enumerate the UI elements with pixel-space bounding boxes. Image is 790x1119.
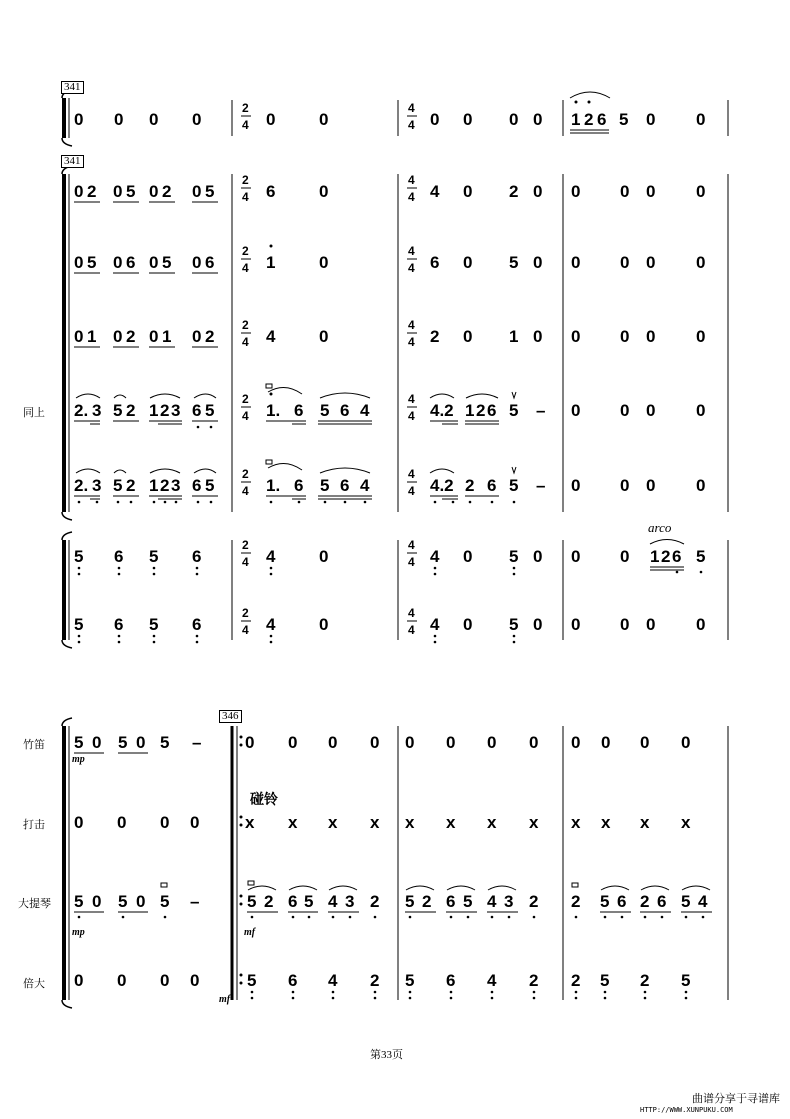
svg-text:6: 6 — [340, 401, 350, 420]
svg-text:6: 6 — [446, 892, 456, 911]
svg-text:4: 4 — [266, 547, 276, 566]
instrument-label-beida: 倍大 — [23, 978, 45, 990]
svg-text:6: 6 — [294, 476, 304, 495]
svg-text:5: 5 — [509, 401, 519, 420]
svg-text:2: 2 — [242, 101, 249, 115]
svg-text:0: 0 — [319, 110, 329, 129]
system1-row-e — [74, 460, 705, 503]
svg-text:2: 2 — [160, 476, 170, 495]
svg-text:4: 4 — [360, 476, 370, 495]
svg-text:2: 2 — [529, 892, 539, 911]
svg-text:5: 5 — [247, 971, 257, 990]
svg-text:2: 2 — [162, 182, 172, 201]
svg-text:6: 6 — [288, 892, 298, 911]
svg-text:4: 4 — [242, 484, 249, 498]
svg-text:2: 2 — [422, 892, 432, 911]
system2-zhudi — [72, 733, 690, 765]
svg-text:0: 0 — [463, 110, 473, 129]
svg-text:0: 0 — [114, 110, 124, 129]
svg-text:0: 0 — [149, 253, 159, 272]
svg-text:5: 5 — [247, 892, 257, 911]
svg-text:0: 0 — [696, 182, 706, 201]
svg-text:0: 0 — [74, 971, 84, 990]
svg-text:2: 2 — [370, 971, 380, 990]
svg-text:0: 0 — [463, 615, 473, 634]
svg-text:0: 0 — [646, 327, 656, 346]
svg-text:0: 0 — [113, 253, 123, 272]
svg-text:5: 5 — [405, 971, 415, 990]
svg-text:0: 0 — [529, 733, 539, 752]
svg-text:4.2: 4.2 — [430, 476, 454, 495]
svg-text:5: 5 — [600, 971, 610, 990]
svg-text:0: 0 — [620, 547, 630, 566]
page-number: 第33页 — [370, 1049, 403, 1061]
svg-text:2: 2 — [242, 392, 249, 406]
svg-text:3: 3 — [171, 476, 181, 495]
svg-text:1.: 1. — [266, 476, 281, 495]
instrument-label-tongshang: 同上 — [23, 407, 45, 419]
svg-text:5: 5 — [160, 892, 170, 911]
svg-text:x: x — [571, 813, 581, 832]
svg-text:0: 0 — [646, 110, 656, 129]
svg-text:0: 0 — [620, 615, 630, 634]
svg-text:4: 4 — [408, 190, 415, 204]
rehearsal-mark-341: 341 — [61, 81, 84, 94]
svg-text:0: 0 — [640, 733, 650, 752]
svg-text:0: 0 — [571, 253, 581, 272]
svg-text:5: 5 — [149, 547, 159, 566]
watermark-text: 曲谱分享于寻谱库 — [692, 1092, 780, 1105]
svg-text:5: 5 — [320, 401, 330, 420]
svg-text:0: 0 — [620, 182, 630, 201]
svg-text:0: 0 — [319, 182, 329, 201]
svg-text:0: 0 — [463, 182, 473, 201]
svg-text:6: 6 — [487, 476, 497, 495]
svg-text:0: 0 — [117, 813, 127, 832]
svg-text:4: 4 — [408, 244, 415, 258]
svg-text:2: 2 — [160, 401, 170, 420]
svg-text:1: 1 — [149, 401, 159, 420]
svg-text:0: 0 — [487, 733, 497, 752]
svg-text:0: 0 — [190, 971, 200, 990]
svg-text:0: 0 — [646, 615, 656, 634]
svg-text:6: 6 — [114, 615, 124, 634]
svg-text:0: 0 — [571, 182, 581, 201]
svg-text:2: 2 — [571, 971, 581, 990]
svg-text:0: 0 — [288, 733, 298, 752]
svg-text:0: 0 — [696, 476, 706, 495]
svg-text:0: 0 — [136, 892, 146, 911]
svg-text:–: – — [536, 476, 546, 495]
svg-text:5: 5 — [149, 615, 159, 634]
svg-text:6: 6 — [487, 401, 497, 420]
svg-text:5: 5 — [74, 733, 84, 752]
svg-text:0: 0 — [192, 253, 202, 272]
svg-text:4: 4 — [408, 467, 415, 481]
svg-text:x: x — [370, 813, 380, 832]
svg-text:0: 0 — [646, 476, 656, 495]
svg-text:4: 4 — [430, 547, 440, 566]
instrument-label-daji: 打击 — [23, 819, 45, 831]
svg-text:2.: 2. — [74, 401, 89, 420]
svg-text:4: 4 — [487, 892, 497, 911]
svg-text:0: 0 — [149, 327, 159, 346]
svg-text:2: 2 — [661, 547, 671, 566]
svg-text:5: 5 — [205, 476, 215, 495]
svg-text:4.2: 4.2 — [430, 401, 454, 420]
svg-text:0: 0 — [696, 401, 706, 420]
svg-text:0: 0 — [571, 615, 581, 634]
svg-text:3: 3 — [92, 401, 102, 420]
svg-text:0: 0 — [245, 733, 255, 752]
svg-text:6: 6 — [126, 253, 136, 272]
svg-text:0: 0 — [113, 182, 123, 201]
svg-text:6: 6 — [597, 110, 607, 129]
svg-text:4: 4 — [408, 335, 415, 349]
svg-text:0: 0 — [620, 476, 630, 495]
svg-text:2: 2 — [87, 182, 97, 201]
svg-text:0: 0 — [646, 182, 656, 201]
svg-text:x: x — [487, 813, 497, 832]
system1-row-a — [74, 173, 705, 204]
svg-text:0: 0 — [266, 110, 276, 129]
svg-text:1: 1 — [162, 327, 172, 346]
svg-text:0: 0 — [509, 110, 519, 129]
svg-text:4: 4 — [408, 623, 415, 637]
svg-text:0: 0 — [601, 733, 611, 752]
instrument-label-datiqin: 大提琴 — [18, 898, 51, 910]
svg-text:6: 6 — [430, 253, 440, 272]
svg-text:5: 5 — [126, 182, 136, 201]
svg-text:0: 0 — [405, 733, 415, 752]
svg-text:5: 5 — [74, 547, 84, 566]
svg-text:6: 6 — [205, 253, 215, 272]
svg-text:4: 4 — [408, 392, 415, 406]
system1-row-c — [74, 318, 705, 349]
svg-text:–: – — [536, 401, 546, 420]
system2-datiqin — [72, 881, 712, 938]
svg-text:4: 4 — [430, 182, 440, 201]
svg-text:x: x — [328, 813, 338, 832]
svg-text:5: 5 — [118, 733, 128, 752]
arco-label: arco — [648, 520, 672, 535]
svg-text:0: 0 — [646, 401, 656, 420]
system2-bracket — [62, 718, 728, 1008]
system1-row-g — [74, 606, 705, 643]
svg-text:0: 0 — [74, 253, 84, 272]
svg-text:1.: 1. — [266, 401, 281, 420]
svg-text:6: 6 — [192, 401, 202, 420]
svg-text:2: 2 — [242, 606, 249, 620]
system1-row-b — [74, 244, 705, 275]
svg-text:0: 0 — [117, 971, 127, 990]
svg-text:2.: 2. — [74, 476, 89, 495]
svg-text:2: 2 — [242, 244, 249, 258]
svg-text:6: 6 — [657, 892, 667, 911]
svg-text:2: 2 — [476, 401, 486, 420]
svg-text:0: 0 — [533, 182, 543, 201]
system1-row-d — [74, 384, 705, 428]
svg-text:2: 2 — [242, 318, 249, 332]
svg-text:0: 0 — [136, 733, 146, 752]
svg-text:1: 1 — [266, 253, 276, 272]
svg-text:x: x — [681, 813, 691, 832]
svg-text:0: 0 — [571, 401, 581, 420]
svg-text:0: 0 — [92, 892, 102, 911]
svg-text:2: 2 — [430, 327, 440, 346]
svg-text:5: 5 — [205, 182, 215, 201]
svg-text:0: 0 — [463, 327, 473, 346]
svg-text:4: 4 — [242, 555, 249, 569]
svg-text:0: 0 — [370, 733, 380, 752]
svg-text:0: 0 — [463, 547, 473, 566]
svg-text:2: 2 — [509, 182, 519, 201]
svg-text:0: 0 — [533, 253, 543, 272]
svg-text:5: 5 — [320, 476, 330, 495]
system2-daji — [74, 791, 691, 832]
svg-text:5: 5 — [681, 971, 691, 990]
svg-text:4: 4 — [266, 615, 276, 634]
svg-text:0: 0 — [190, 813, 200, 832]
svg-text:4: 4 — [328, 971, 338, 990]
svg-text:x: x — [245, 813, 255, 832]
svg-text:0: 0 — [681, 733, 691, 752]
svg-text:0: 0 — [113, 327, 123, 346]
svg-text:0: 0 — [696, 253, 706, 272]
svg-text:0: 0 — [160, 971, 170, 990]
svg-text:4: 4 — [408, 538, 415, 552]
svg-text:x: x — [288, 813, 298, 832]
svg-text:2: 2 — [370, 892, 380, 911]
svg-text:4: 4 — [430, 615, 440, 634]
svg-text:4: 4 — [242, 261, 249, 275]
svg-text:0: 0 — [696, 615, 706, 634]
system1-row-f — [74, 520, 705, 575]
svg-text:4: 4 — [242, 409, 249, 423]
svg-text:0: 0 — [74, 327, 84, 346]
svg-text:6: 6 — [446, 971, 456, 990]
svg-text:4: 4 — [408, 484, 415, 498]
svg-text:2: 2 — [242, 538, 249, 552]
svg-text:5: 5 — [509, 615, 519, 634]
svg-text:0: 0 — [160, 813, 170, 832]
svg-text:2: 2 — [584, 110, 594, 129]
svg-text:4: 4 — [242, 623, 249, 637]
svg-text:5: 5 — [619, 110, 629, 129]
svg-text:2: 2 — [242, 173, 249, 187]
svg-text:0: 0 — [446, 733, 456, 752]
svg-text:0: 0 — [571, 476, 581, 495]
svg-text:6: 6 — [340, 476, 350, 495]
svg-text:2: 2 — [264, 892, 274, 911]
dynamic-mp: mp — [72, 754, 85, 765]
svg-text:0: 0 — [192, 182, 202, 201]
svg-text:5: 5 — [600, 892, 610, 911]
svg-text:3: 3 — [345, 892, 355, 911]
svg-text:6: 6 — [288, 971, 298, 990]
svg-text:5: 5 — [118, 892, 128, 911]
svg-text:2: 2 — [126, 401, 136, 420]
svg-text:–: – — [192, 733, 202, 752]
svg-text:0: 0 — [328, 733, 338, 752]
svg-text:5: 5 — [696, 547, 706, 566]
svg-text:4: 4 — [408, 555, 415, 569]
svg-text:6: 6 — [266, 182, 276, 201]
svg-text:4: 4 — [408, 261, 415, 275]
svg-text:0: 0 — [149, 110, 159, 129]
svg-text:1: 1 — [149, 476, 159, 495]
svg-text:x: x — [529, 813, 539, 832]
svg-text:0: 0 — [620, 327, 630, 346]
svg-text:3: 3 — [92, 476, 102, 495]
svg-text:5: 5 — [681, 892, 691, 911]
svg-text:3: 3 — [171, 401, 181, 420]
svg-text:6: 6 — [192, 615, 202, 634]
svg-text:0: 0 — [74, 110, 84, 129]
svg-text:0: 0 — [430, 110, 440, 129]
system1-top-bracket — [62, 90, 72, 146]
watermark-url: HTTP://WWW.XUNPUKU.COM — [640, 1106, 733, 1114]
instrument-label-zhudi: 竹笛 — [23, 739, 45, 751]
svg-text:4: 4 — [360, 401, 370, 420]
svg-text:6: 6 — [192, 476, 202, 495]
svg-text:2: 2 — [126, 327, 136, 346]
svg-text:–: – — [190, 892, 200, 911]
svg-text:1: 1 — [509, 327, 519, 346]
svg-text:4: 4 — [328, 892, 338, 911]
pengling-label: 碰铃 — [250, 792, 278, 808]
svg-text:4: 4 — [408, 409, 415, 423]
svg-text:2: 2 — [126, 476, 136, 495]
svg-text:1: 1 — [465, 401, 475, 420]
svg-text:0: 0 — [74, 813, 84, 832]
system1-top-staff — [74, 92, 705, 133]
svg-text:1: 1 — [87, 327, 97, 346]
svg-text:0: 0 — [149, 182, 159, 201]
svg-text:4: 4 — [408, 173, 415, 187]
svg-text:0: 0 — [319, 615, 329, 634]
svg-text:4: 4 — [408, 118, 415, 132]
svg-text:5: 5 — [509, 253, 519, 272]
svg-text:4: 4 — [408, 318, 415, 332]
svg-text:4: 4 — [698, 892, 708, 911]
svg-text:5: 5 — [113, 476, 123, 495]
svg-text:5: 5 — [205, 401, 215, 420]
svg-text:6: 6 — [192, 547, 202, 566]
svg-text:2: 2 — [205, 327, 215, 346]
svg-text:0: 0 — [646, 253, 656, 272]
svg-text:4: 4 — [242, 118, 249, 132]
svg-text:2: 2 — [571, 892, 581, 911]
svg-text:0: 0 — [533, 615, 543, 634]
svg-text:0: 0 — [319, 327, 329, 346]
svg-text:0: 0 — [533, 110, 543, 129]
svg-text:0: 0 — [533, 547, 543, 566]
svg-text:0: 0 — [571, 733, 581, 752]
svg-text:5: 5 — [160, 733, 170, 752]
svg-text:1: 1 — [571, 110, 581, 129]
svg-text:0: 0 — [696, 327, 706, 346]
svg-text:0: 0 — [533, 327, 543, 346]
svg-text:2: 2 — [640, 892, 650, 911]
svg-text:2: 2 — [529, 971, 539, 990]
svg-text:0: 0 — [319, 253, 329, 272]
svg-text:0: 0 — [620, 401, 630, 420]
svg-text:2: 2 — [242, 467, 249, 481]
rehearsal-mark-346: 346 — [219, 710, 242, 723]
svg-text:4: 4 — [242, 190, 249, 204]
svg-text:0: 0 — [571, 547, 581, 566]
svg-text:4: 4 — [408, 606, 415, 620]
svg-text:3: 3 — [504, 892, 514, 911]
svg-text:2: 2 — [465, 476, 475, 495]
svg-text:5: 5 — [87, 253, 97, 272]
svg-text:5: 5 — [509, 476, 519, 495]
svg-text:5: 5 — [113, 401, 123, 420]
svg-text:0: 0 — [319, 547, 329, 566]
svg-text:0: 0 — [92, 733, 102, 752]
svg-text:0: 0 — [463, 253, 473, 272]
svg-text:x: x — [405, 813, 415, 832]
svg-text:0: 0 — [696, 110, 706, 129]
svg-text:4: 4 — [487, 971, 497, 990]
svg-text:0: 0 — [571, 327, 581, 346]
svg-text:2: 2 — [640, 971, 650, 990]
svg-text:1: 1 — [650, 547, 660, 566]
svg-text:6: 6 — [294, 401, 304, 420]
svg-text:5: 5 — [162, 253, 172, 272]
svg-text:5: 5 — [304, 892, 314, 911]
svg-text:5: 5 — [463, 892, 473, 911]
svg-text:4: 4 — [266, 327, 276, 346]
svg-text:6: 6 — [672, 547, 682, 566]
svg-text:0: 0 — [74, 182, 84, 201]
svg-text:6: 6 — [617, 892, 627, 911]
svg-text:5: 5 — [74, 615, 84, 634]
svg-text:0: 0 — [620, 253, 630, 272]
svg-text:4: 4 — [408, 101, 415, 115]
dynamic-mf-2: mf — [219, 994, 231, 1005]
svg-text:x: x — [640, 813, 650, 832]
dynamic-mf: mf — [244, 927, 256, 938]
rehearsal-mark-341-b: 341 — [61, 155, 84, 168]
svg-text:5: 5 — [74, 892, 84, 911]
svg-text:0: 0 — [192, 327, 202, 346]
svg-text:0: 0 — [192, 110, 202, 129]
svg-text:5: 5 — [405, 892, 415, 911]
dynamic-mp-2: mp — [72, 927, 85, 938]
svg-text:x: x — [446, 813, 456, 832]
svg-text:6: 6 — [114, 547, 124, 566]
svg-text:x: x — [601, 813, 611, 832]
svg-text:5: 5 — [509, 547, 519, 566]
svg-text:4: 4 — [242, 335, 249, 349]
system2-beida — [74, 971, 690, 1005]
